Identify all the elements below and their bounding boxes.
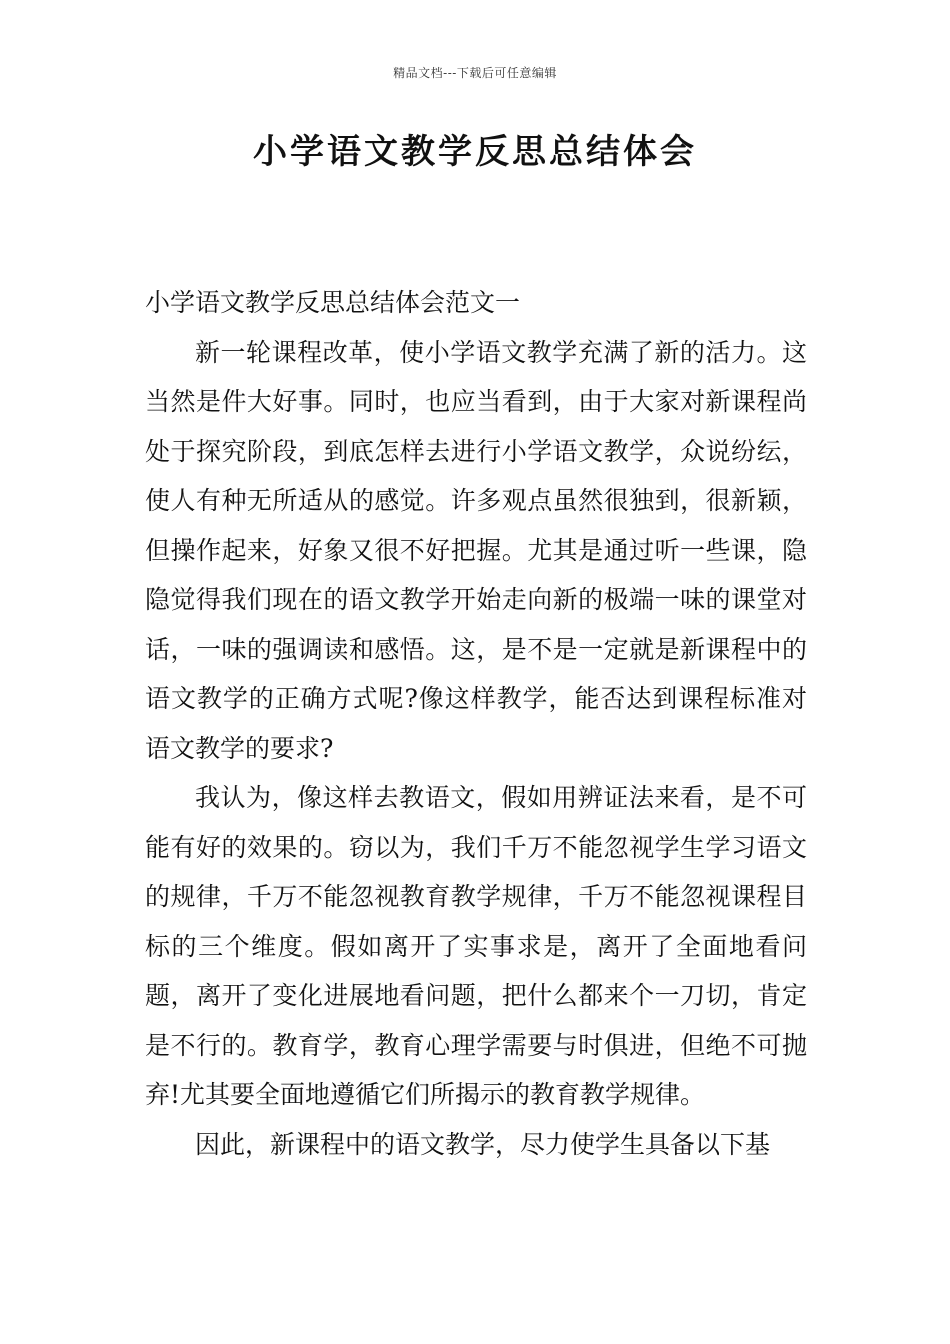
document-title: 小学语文教学反思总结体会 <box>253 132 697 172</box>
document-body <box>145 278 807 1169</box>
header-note: 精品文档---下载后可任意编辑 <box>393 66 557 80</box>
paragraph: 我认为，像这样去教语文，假如用辨证法来看，是不可能有好的效果的。窃以为，我们千万不能忽视学生学习语文的规律，千万不能忽视教育教学规律，千万不能忽视课程目标的三个维度。假如离开了实事求是，离开了全面地看问题，离开了变化进展地看问题，把什么都来个一刀切，肯定是不行的。教育学，教育心理学需要与时俱进，但绝不可抛弃!尤其要全面地遵循它们所揭示的教育教学规律。 <box>145 783 807 1109</box>
paragraph: 新一轮课程改革，使小学语文教学充满了新的活力。这当然是件大好事。同时，也应当看到，由于大家对新课程尚处于探究阶段，到底怎样去进行小学语文教学，众说纷纭，使人有种无所适从的感觉。许多观点虽然很独到，很新颖，但操作起来，好象又很不好把握。尤其是通过听一些课，隐隐觉得我们现在的语文教学开始走向新的极端一味的课堂对话，一味的强调读和感悟。这，是不是一定就是新课程中的语文教学的正确方式呢?像这样教学，能否达到课程标准对语文教学的要求? <box>145 337 807 763</box>
section-heading: 小学语文教学反思总结体会范文一 <box>145 288 521 317</box>
paragraph: 因此，新课程中的语文教学，尽力使学生具备以下基 <box>195 1129 771 1159</box>
